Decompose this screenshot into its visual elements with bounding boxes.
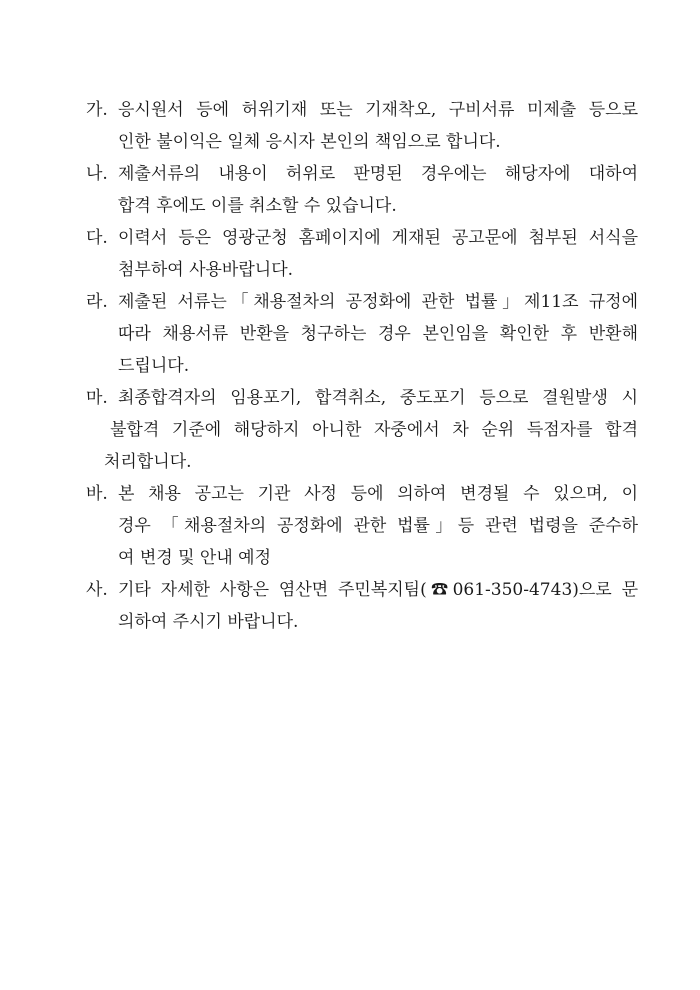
- item-text-line: 인한 불이익은 일체 응시자 본인의 책임으로 합니다.: [118, 132, 501, 152]
- item-text-line: 응시원서 등에 허위기재 또는 기재착오, 구비서류 미제출 등으로: [118, 100, 638, 120]
- item-text-line: 경우 「채용절차의 공정화에 관한 법률」등 관련 법령을 준수하: [118, 516, 638, 536]
- item-text-line: 첨부하여 사용바랍니다.: [118, 260, 294, 280]
- item-marker: 사.: [86, 580, 108, 600]
- item-text-line: 제출서류의 내용이 허위로 판명된 경우에는 해당자에 대하여: [118, 164, 638, 184]
- item-marker: 마.: [86, 388, 108, 408]
- notice-item-ra: [86, 286, 638, 382]
- notice-item-da: [86, 222, 638, 286]
- item-marker: 다.: [86, 228, 108, 248]
- item-text-line: 여 변경 및 안내 예정: [118, 548, 271, 568]
- document-body: [86, 94, 638, 638]
- item-text-line: 합격 후에도 이를 취소할 수 있습니다.: [118, 196, 397, 216]
- item-marker: 나.: [86, 164, 108, 184]
- notice-item-ma: [86, 382, 638, 478]
- item-marker: 라.: [86, 292, 108, 312]
- item-text-line: 처리합니다.: [104, 452, 192, 472]
- item-text-line: 불합격 기준에 해당하지 아니한 자중에서 차 순위 득점자를 합격: [110, 420, 638, 440]
- notice-item-na: [86, 158, 638, 222]
- notice-item-sa: [86, 574, 638, 638]
- notice-item-ba: [86, 478, 638, 574]
- item-text-line: 기타 자세한 사항은 염산면 주민복지팀(☎061-350-4743)으로 문: [118, 580, 638, 600]
- item-text-line: 본 채용 공고는 기관 사정 등에 의하여 변경될 수 있으며, 이: [118, 484, 638, 504]
- item-text-line: 의하여 주시기 바랍니다.: [118, 612, 299, 632]
- item-text-line: 드립니다.: [118, 356, 190, 376]
- notice-item-ga: [86, 94, 638, 158]
- item-text-line: 최종합격자의 임용포기, 합격취소, 중도포기 등으로 결원발생 시: [118, 388, 638, 408]
- item-text-line: 이력서 등은 영광군청 홈페이지에 게재된 공고문에 첨부된 서식을: [118, 228, 638, 248]
- item-text-line: 제출된 서류는「채용절차의 공정화에 관한 법률」제11조 규정에: [118, 292, 638, 312]
- item-text-line: 따라 채용서류 반환을 청구하는 경우 본인임을 확인한 후 반환해: [118, 324, 638, 344]
- item-marker: 바.: [86, 484, 108, 504]
- item-marker: 가.: [86, 100, 108, 120]
